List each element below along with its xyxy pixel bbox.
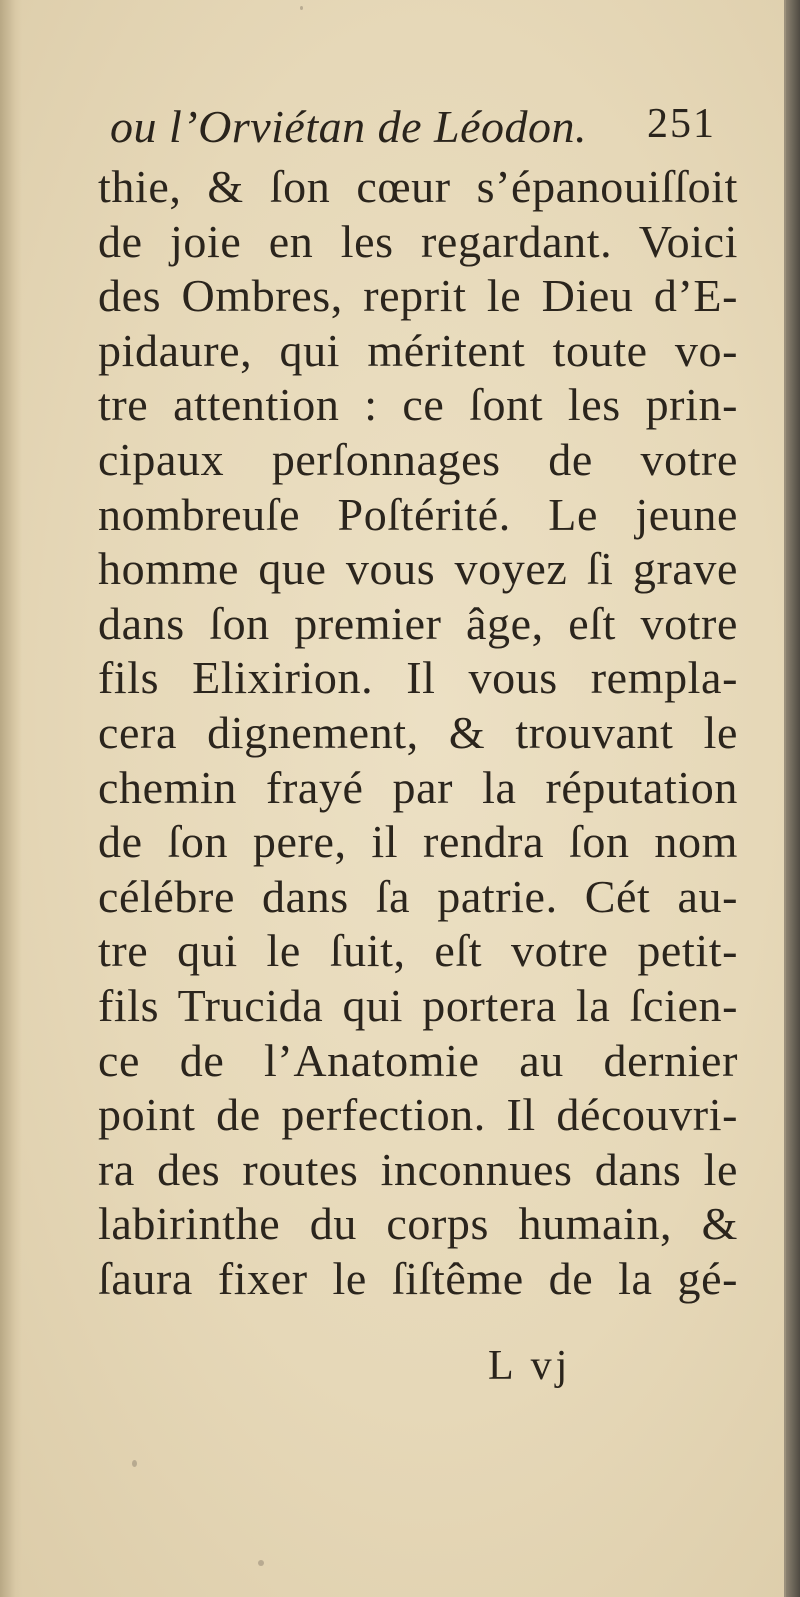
- text-line: dans ſon premier âge, eſt votre: [98, 597, 738, 649]
- text-line: homme que vous voyez ſi grave: [98, 543, 738, 595]
- text-line: pidaure, qui méritent toute vo-: [98, 324, 738, 376]
- text-line: célébre dans ſa patrie. Cét au-: [98, 870, 738, 922]
- paper-speck: [300, 6, 303, 10]
- text-line: cera dignement, & trouvant le: [98, 706, 738, 758]
- text-line: ſaura fixer le ſiſtême de la gé-: [98, 1252, 738, 1304]
- text-line: cipaux perſonnages de votre: [98, 433, 738, 485]
- text-line: de joie en les regardant. Voici: [98, 215, 738, 267]
- text-line: fils Trucida qui portera la ſcien-: [98, 979, 738, 1031]
- running-title: ou l’Orviétan de Léodon.: [110, 101, 588, 152]
- text-line: ce de l’Anatomie au dernier: [98, 1034, 738, 1086]
- page-header: [110, 100, 716, 162]
- text-line: tre attention : ce ſont les prin-: [98, 379, 738, 431]
- signature-mark: L vj: [488, 1343, 572, 1389]
- text-line: nombreuſe Poſtérité. Le jeune: [98, 488, 738, 540]
- text-line: chemin frayé par la réputation: [98, 761, 738, 813]
- text-line: thie, & ſon cœur s’épanouiſſoit: [98, 161, 738, 212]
- body-text: [98, 160, 738, 1306]
- page-gutter-shadow: [0, 0, 22, 1597]
- text-line: de ſon pere, il rendra ſon nom: [98, 816, 738, 868]
- text-line: fils Elixirion. Il vous rempla-: [98, 652, 738, 704]
- page-edge: [786, 0, 800, 1597]
- page-number: 251: [647, 101, 716, 147]
- paper-speck: [258, 1560, 264, 1566]
- text-line: labirinthe du corps humain, &: [98, 1198, 738, 1250]
- text-line: point de perfection. Il découvri-: [98, 1089, 738, 1141]
- text-line: ra des routes inconnues dans le: [98, 1143, 738, 1195]
- text-line: des Ombres, reprit le Dieu d’E-: [98, 270, 738, 322]
- text-line: tre qui le ſuit, eſt votre petit-: [98, 925, 738, 977]
- paper-speck: [132, 1460, 137, 1467]
